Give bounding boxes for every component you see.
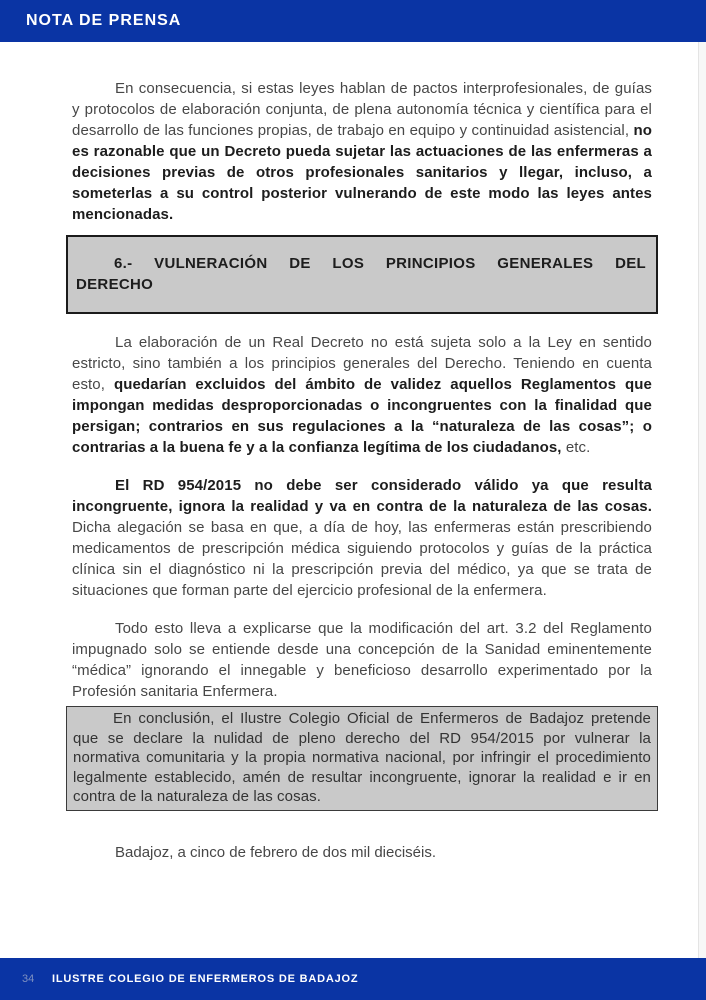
top-banner <box>0 0 706 42</box>
paragraph-consecuencia: En consecuencia, si estas leyes hablan de pactos interprofesionales, de guías y protocolos de elaboración conjunta, de plena autonomía técnica y científica para el desarrollo de las funciones propias, de trabajo en equipo y continuidad asistencial, no es razonable que un Decreto pueda sujetar las actuaciones de las enfermeras a decisiones previas de otros profesionales sanitarios y llegar, incluso, a someterlas a su control posterior vulnerando de este modo las leyes antes mencionadas. <box>72 80 652 223</box>
section-heading: 6.- VULNERACIÓN DE LOS PRINCIPIOS GENERALES DEL DERECHO <box>76 255 646 293</box>
page-title: NOTA DE PRENSA <box>26 12 182 29</box>
section-heading-box <box>66 235 658 314</box>
date-line: Badajoz, a cinco de febrero de dos mil dieciséis. <box>115 843 437 861</box>
document-body <box>0 42 706 863</box>
footer-organization: ILUSTRE COLEGIO DE ENFERMEROS DE BADAJOZ <box>52 973 359 985</box>
paragraph-rd-954: El RD 954/2015 no debe ser considerado válido ya que resulta incongruente, ignora la realidad y va en contra de la naturaleza de las cosas. Dicha alegación se basa en que, a día de hoy, las enfermeras están prescribiendo medicamentos de prescripción médica siguiendo protocolos y guías de la práctica clínica sin el diagnóstico ni la prescripción previa del médico, ya que se trata de situaciones que forman parte del ejercicio profesional de la enfermera. <box>72 477 652 599</box>
scan-right-edge <box>698 42 706 958</box>
conclusion-text: En conclusión, el Ilustre Colegio Oficial de Enfermeros de Badajoz pretende que se declare la nulidad de pleno derecho del RD 954/2015 por vulnerar la normativa comunitaria y la propia normativa nacional, por infringir el procedimiento legalmente establecido, amén de resultar incongruente, ignorar la realidad e ir en contra de la naturaleza de las cosas. <box>73 710 651 805</box>
conclusion-box <box>66 706 658 811</box>
page-number: 34 <box>22 973 35 985</box>
bottom-banner <box>0 958 706 1000</box>
paragraph-todo-esto: Todo esto lleva a explicarse que la modificación del art. 3.2 del Reglamento impugnado solo se entiende desde una concepción de la Sanidad eminentemente “médica” ignorando el innegable y beneficioso desarrollo experimentado por la Profesión sanitaria Enfermera. <box>72 620 652 700</box>
paragraph-elaboracion: La elaboración de un Real Decreto no está sujeta solo a la Ley en sentido estricto, sino también a los principios generales del Derecho. Teniendo en cuenta esto, quedarían excluidos del ámbito de validez aquellos Reglamentos que impongan medidas desproporcionadas o incongruentes con la finalidad que persigan; contrarios en sus regulaciones a la “naturaleza de las cosas”; o contrarias a la buena fe y a la confianza legítima de los ciudadanos, etc. <box>72 334 652 456</box>
